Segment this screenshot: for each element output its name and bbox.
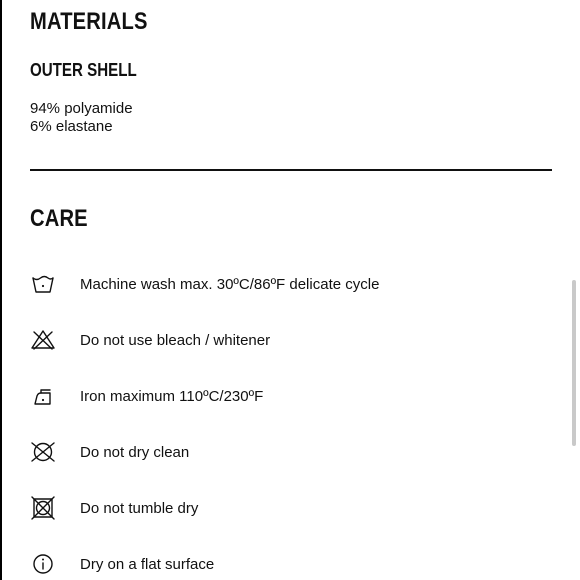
care-text: Dry on a flat surface	[80, 555, 215, 573]
info-icon	[28, 549, 58, 579]
care-text: Machine wash max. 30ºC/86ºF delicate cycle	[80, 275, 380, 293]
composition-elastane: 6% elastane	[30, 118, 113, 135]
section-divider	[30, 169, 552, 171]
care-item-no-dry-clean	[28, 437, 548, 467]
wash-tub-icon	[28, 269, 58, 299]
iron-icon	[28, 381, 58, 411]
care-item-dry-flat	[28, 549, 548, 579]
care-item-no-bleach	[28, 325, 548, 355]
care-item-machine-wash	[28, 269, 548, 299]
left-border	[0, 0, 2, 580]
care-heading: CARE	[30, 205, 88, 232]
no-dry-clean-icon	[28, 437, 58, 467]
scrollbar-thumb[interactable]	[572, 280, 576, 446]
care-text: Iron maximum 110ºC/230ºF	[80, 387, 264, 405]
care-text: Do not use bleach / whitener	[80, 331, 271, 349]
outer-shell-heading: OUTER SHELL	[30, 60, 137, 80]
composition-polyamide: 94% polyamide	[30, 100, 133, 117]
composition-list	[30, 100, 133, 136]
care-text: Do not tumble dry	[80, 499, 199, 517]
care-text: Do not dry clean	[80, 443, 190, 461]
no-tumble-dry-icon	[28, 493, 58, 523]
care-item-iron	[28, 381, 548, 411]
materials-heading: MATERIALS	[30, 8, 148, 35]
no-bleach-icon	[28, 325, 58, 355]
care-item-no-tumble-dry	[28, 493, 548, 523]
